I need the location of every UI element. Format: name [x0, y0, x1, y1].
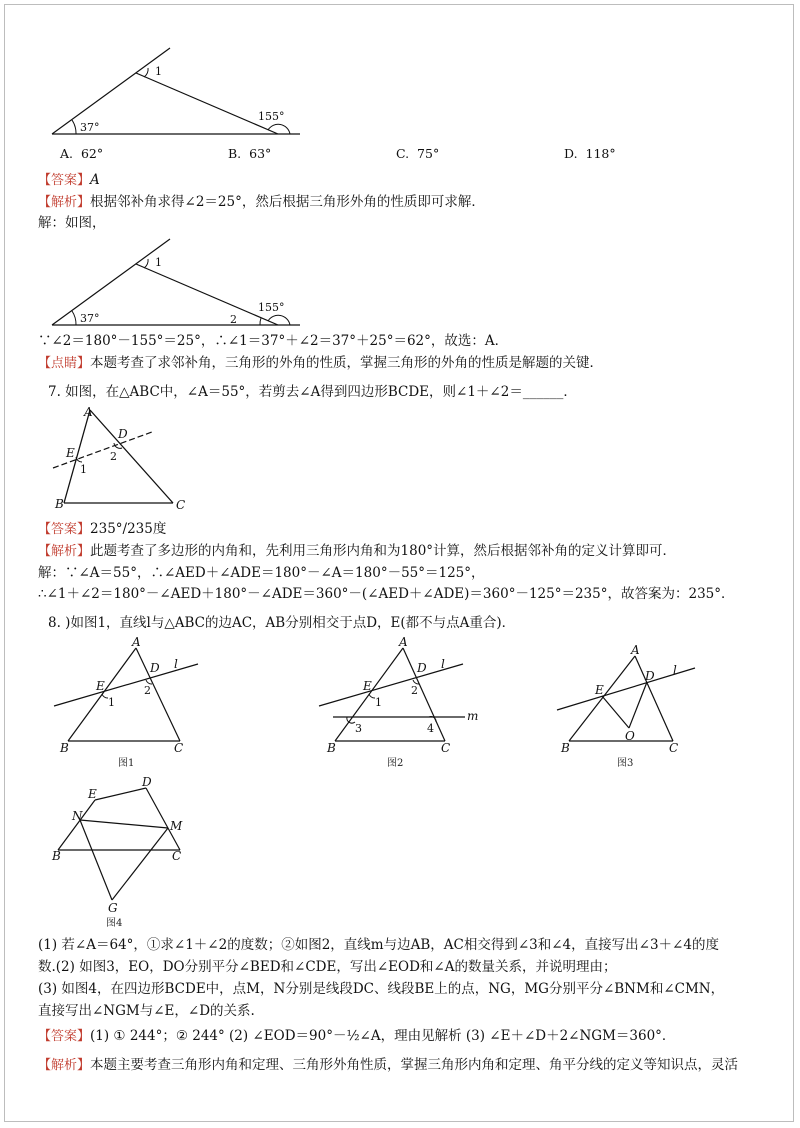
answer-text: A [90, 172, 100, 188]
analysis-tag: 【解析】 [38, 195, 91, 210]
q6-fig2-angle-155: 155° [258, 301, 285, 314]
fig3-vertex-a: A [631, 643, 640, 657]
q6-fig-angle-37: 37° [80, 121, 100, 134]
q8-figure-2 [315, 635, 485, 770]
q8-figure-3 [555, 640, 715, 770]
fig2-vertex-b: B [327, 741, 336, 755]
fig2-angle-4: 4 [427, 722, 434, 735]
q6-fig-angle-1: 1 [155, 65, 162, 78]
q8-answer [38, 1027, 675, 1046]
comment-text: 本题考查了求邻补角，三角形的外角的性质，掌握三角形的外角的性质是解题的关键． [90, 355, 604, 371]
q8-part1-line1: (1) 若∠A＝64°，①求∠1＋∠2的度数；②如图2，直线m与边AB，AC相交得到∠3和∠4，直接写出∠3＋∠4的度 [38, 937, 719, 953]
analysis-text: 此题考查了多边形的内角和，先利用三角形内角和为180°计算，然后根据邻补角的定义计算即可． [90, 543, 677, 559]
fig1-vertex-a: A [132, 635, 141, 649]
choice-d[interactable] [564, 146, 616, 161]
q7-triangle-figure [50, 405, 200, 515]
q8-stem: 8. )如图1，直线l与△ABC的边AC，AB分别相交于点D，E(都不与点A重合)． [48, 615, 516, 631]
choice-b-value: 63° [249, 146, 272, 161]
q6-solution-figure [50, 236, 310, 331]
q8-figure-4 [50, 775, 200, 929]
q7-angle-2: 2 [110, 450, 117, 463]
q8-figure-1 [50, 635, 210, 770]
q6-analysis [38, 193, 485, 212]
choice-d-value: 118° [585, 146, 616, 161]
q7-stem: 7. 如图，在△ABC中，∠A＝55°，若剪去∠A得到四边形BCDE，则∠1＋∠2＝______． [48, 384, 577, 400]
choice-b-letter: B. [228, 146, 242, 161]
fig3-vertex-e: E [595, 683, 604, 697]
fig3-vertex-c: C [669, 741, 679, 755]
analysis-tag: 【解析】 [38, 1058, 91, 1073]
fig1-vertex-e: E [96, 679, 105, 693]
fig3-line-l: l [673, 663, 677, 677]
q8-part3-line2: 直接写出∠NGM与∠E，∠D的关系. [38, 1003, 255, 1019]
answer-tag: 【答案】 [38, 1029, 91, 1044]
answer-tag: 【答案】 [38, 173, 91, 188]
choice-d-letter: D. [564, 146, 578, 161]
fig4-vertex-n: N [72, 809, 83, 823]
fig4-vertex-d: D [142, 775, 152, 789]
q7-vertex-e: E [66, 446, 75, 460]
fig4-caption: 图4 [106, 918, 123, 929]
q8-analysis [38, 1056, 738, 1075]
q6-answer [38, 171, 100, 190]
q6-solution-intro: 解：如图， [38, 215, 106, 231]
choice-a-letter: A. [60, 146, 74, 161]
q7-solution-2: ∴∠1＋∠2＝180°－∠AED＋180°－∠ADE＝360°－(∠AED＋∠ADE)＝360°－125°＝235°，故答案为：235°． [38, 586, 735, 602]
answer-text: 235°/235度 [90, 521, 167, 537]
fig1-vertex-c: C [174, 741, 184, 755]
q7-vertex-b: B [55, 497, 64, 511]
fig1-caption: 图1 [118, 758, 135, 769]
choice-c-letter: C. [396, 146, 410, 161]
fig3-caption: 图3 [617, 758, 634, 769]
fig4-vertex-e: E [88, 787, 97, 801]
q8-part1-line2: 数.(2) 如图3，EO，DO分别平分∠BED和∠CDE，写出∠EOD和∠A的数量关系，并说明理由； [38, 959, 617, 975]
fig1-angle-2: 2 [144, 684, 151, 697]
q7-answer [38, 520, 166, 539]
fig3-vertex-o: O [625, 729, 635, 743]
answer-tag: 【答案】 [38, 522, 91, 537]
q6-fig2-angle-1: 1 [155, 256, 162, 269]
q7-analysis [38, 542, 676, 561]
fig2-line-l: l [441, 657, 445, 671]
choice-b[interactable] [228, 146, 271, 161]
fig2-vertex-a: A [399, 635, 408, 649]
fig4-vertex-c: C [172, 849, 182, 863]
q6-fig-angle-155: 155° [258, 110, 285, 123]
choice-c-value: 75° [417, 146, 440, 161]
choice-a[interactable] [60, 146, 103, 161]
answer-text: (1) ① 244°；② 244° (2) ∠EOD＝90°－½∠A，理由见解析 (3) ∠E＋∠D＋2∠NGM＝360°． [90, 1028, 676, 1044]
q6-triangle-figure [50, 45, 310, 140]
q7-vertex-c: C [176, 498, 186, 512]
fig2-vertex-d: D [417, 661, 427, 675]
comment-tag: 【点睛】 [38, 356, 91, 371]
fig1-angle-1: 1 [108, 696, 115, 709]
q7-angle-1: 1 [80, 463, 87, 476]
q6-solution-line: ∵∠2＝180°－155°＝25°，∴∠1＝37°＋∠2＝37°＋25°＝62°，故选：A． [38, 333, 509, 349]
q7-solution-1: 解：∵∠A＝55°，∴∠AED＋∠ADE＝180°－∠A＝180°－55°＝125°， [38, 565, 485, 581]
q6-fig2-angle-2: 2 [230, 313, 237, 326]
analysis-text: 根据邻补角求得∠2＝25°，然后根据三角形外角的性质即可求解． [90, 194, 485, 210]
fig3-vertex-b: B [561, 741, 570, 755]
fig2-angle-1: 1 [375, 696, 382, 709]
q7-vertex-a: A [84, 405, 93, 419]
fig2-caption: 图2 [387, 758, 404, 769]
fig2-angle-2: 2 [411, 684, 418, 697]
fig3-vertex-d: D [645, 669, 655, 683]
fig4-vertex-g: G [108, 901, 118, 915]
choice-c[interactable] [396, 146, 439, 161]
fig1-line-l: l [174, 657, 178, 671]
fig2-vertex-c: C [441, 741, 451, 755]
analysis-tag: 【解析】 [38, 544, 91, 559]
fig4-vertex-m: M [170, 819, 183, 833]
fig1-vertex-d: D [150, 661, 160, 675]
fig4-vertex-b: B [52, 849, 61, 863]
choice-a-value: 62° [80, 146, 104, 161]
analysis-text: 本题主要考查三角形内角和定理、三角形外角性质，掌握三角形内角和定理、角平分线的定义等知识点，灵活 [90, 1057, 739, 1073]
fig2-vertex-e: E [363, 679, 372, 693]
fig2-line-m: m [467, 709, 479, 723]
q6-comment [38, 354, 603, 373]
q6-fig2-angle-37: 37° [80, 312, 100, 325]
page-frame [4, 4, 794, 1122]
fig2-angle-3: 3 [355, 722, 362, 735]
q7-vertex-d: D [118, 427, 128, 441]
q8-part3-line1: (3) 如图4，在四边形BCDE中，点M，N分别是线段DC、线段BE上的点，NG，MG分别平分∠BNM和∠CMN， [38, 981, 725, 997]
fig1-vertex-b: B [60, 741, 69, 755]
